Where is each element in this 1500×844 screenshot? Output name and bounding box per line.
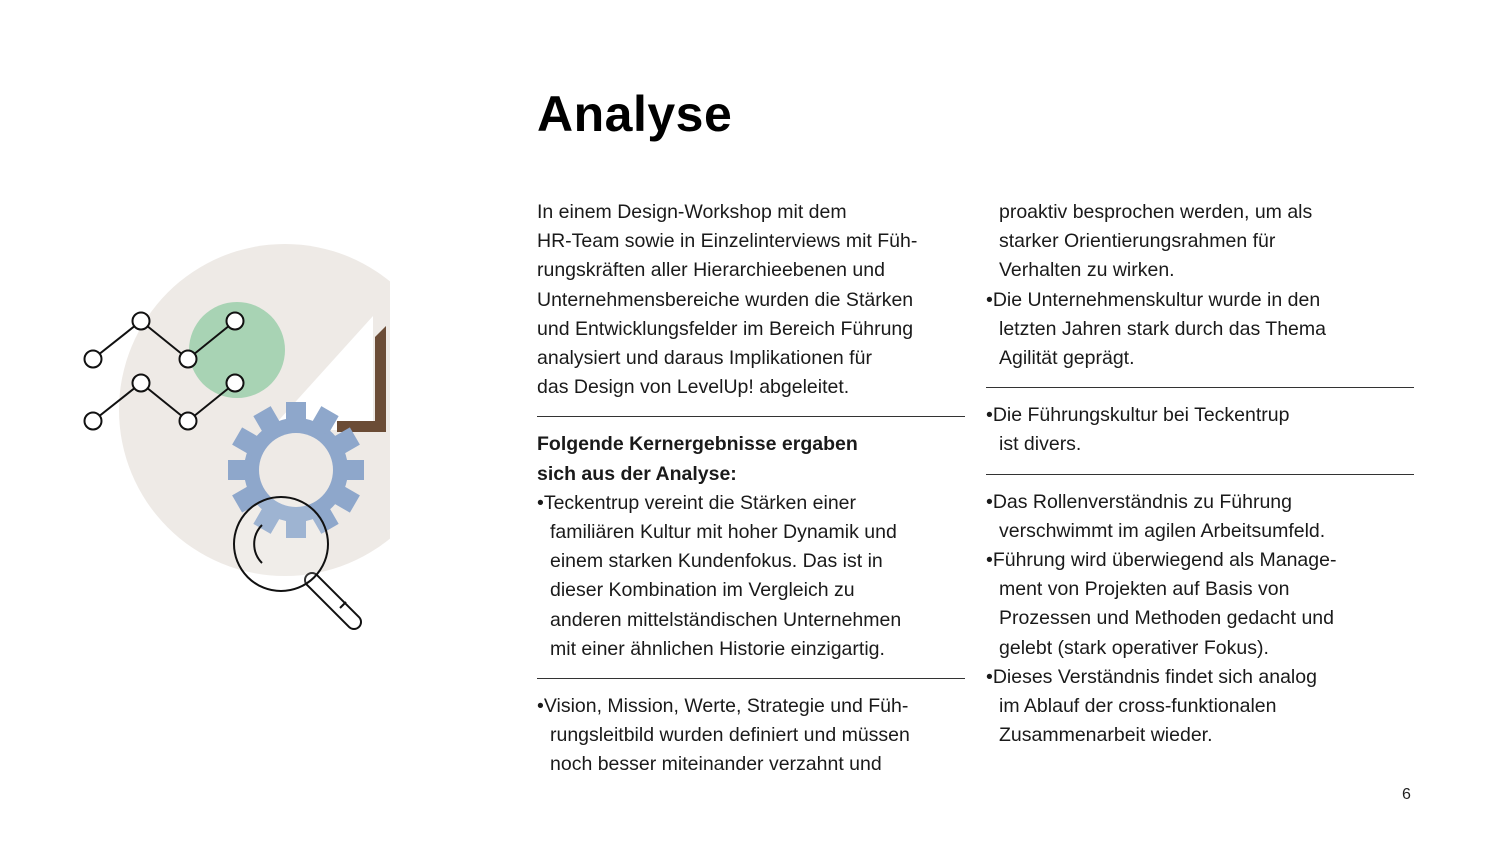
bullet-line: im Ablauf der cross-funktionalen [999, 695, 1277, 718]
bullet-item [986, 286, 1414, 374]
bullet-line: Verhalten zu wirken. [999, 259, 1175, 282]
bullet-item [986, 663, 1414, 751]
bullet-line: Teckentrup vereint die Stärken einer [543, 491, 856, 514]
intro-line: HR-Team sowie in Einzelinterviews mit Füh- [537, 230, 918, 253]
bullet-icon: • [986, 490, 993, 513]
bullet-line: Dieses Verständnis findet sich analog [992, 665, 1317, 688]
intro-line: Unternehmensbereiche wurden die Stärken [537, 288, 914, 311]
bullet-line: dieser Kombination im Vergleich zu [550, 579, 855, 602]
page-title: Analyse [537, 86, 733, 142]
bullet-line: Das Rollenverständnis zu Führung [992, 490, 1292, 513]
left-text-column [537, 198, 965, 780]
right-text-column [986, 198, 1414, 750]
bullet-line: familiären Kultur mit hoher Dynamik und [550, 521, 897, 544]
intro-line: In einem Design-Workshop mit dem [537, 201, 847, 223]
bullet-icon: • [986, 549, 993, 572]
bullet-item [537, 489, 965, 664]
bullet-line: Führung wird überwiegend als Manage- [992, 549, 1337, 572]
bullet-line: ist divers. [999, 433, 1082, 456]
bullet-line: Zusammenarbeit wieder. [999, 724, 1213, 747]
bullet-item [537, 692, 965, 780]
bullet-line: Agilität geprägt. [999, 347, 1135, 370]
divider [537, 416, 965, 417]
bullet-icon: • [986, 404, 993, 427]
bullet-line: mit einer ähnlichen Historie einzigartig. [550, 637, 885, 660]
intro-line: und Entwicklungsfelder im Bereich Führung [537, 317, 914, 340]
bullet-item [986, 546, 1414, 663]
bullet-line: gelebt (stark operativer Fokus). [999, 636, 1269, 659]
heading-line: sich aus der Analyse: [537, 462, 737, 485]
page-number: 6 [1402, 786, 1411, 803]
bullet-icon: • [986, 288, 993, 311]
bullet-item [986, 488, 1414, 546]
bullet-item [986, 401, 1414, 459]
bullet-line: einem starken Kundenfokus. Das ist in [550, 550, 883, 573]
divider [986, 387, 1414, 388]
intro-line: analysiert und daraus Implikationen für [537, 347, 872, 370]
bullet-icon: • [986, 665, 993, 688]
bullet-line: ment von Projekten auf Basis von [999, 578, 1290, 601]
bullet-line: Die Führungskultur bei Teckentrup [992, 404, 1290, 427]
bullet-line: verschwimmt im agilen Arbeitsumfeld. [999, 519, 1326, 542]
results-heading [537, 430, 965, 488]
bullet-line: Vision, Mission, Werte, Strategie und Füh- [543, 695, 909, 718]
bullet-line: starker Orientierungsrahmen für [999, 230, 1276, 253]
bullet-line: noch besser miteinander verzahnt und [550, 753, 882, 776]
bullet-icon: • [537, 491, 544, 514]
bullet-line: Prozessen und Methoden gedacht und [999, 607, 1334, 630]
analysis-illustration [70, 230, 390, 650]
bullet-icon: • [537, 695, 544, 718]
bullet-line: anderen mittelständischen Unternehmen [550, 608, 902, 631]
heading-line: Folgende Kernergebnisse ergaben [537, 433, 858, 456]
intro-line: rungskräften aller Hierarchieebenen und [537, 259, 885, 282]
intro-line: das Design von LevelUp! abgeleitet. [537, 376, 850, 399]
intro-paragraph [537, 198, 965, 402]
divider [537, 678, 965, 679]
bullet-line: Die Unternehmenskultur wurde in den [992, 288, 1321, 311]
bullet-line: proaktiv besprochen werden, um als [999, 201, 1313, 223]
divider [986, 474, 1414, 475]
bullet-continuation [986, 198, 1414, 286]
bullet-line: letzten Jahren stark durch das Thema [999, 317, 1326, 340]
bullet-line: rungsleitbild wurden definiert und müssen [550, 724, 910, 747]
